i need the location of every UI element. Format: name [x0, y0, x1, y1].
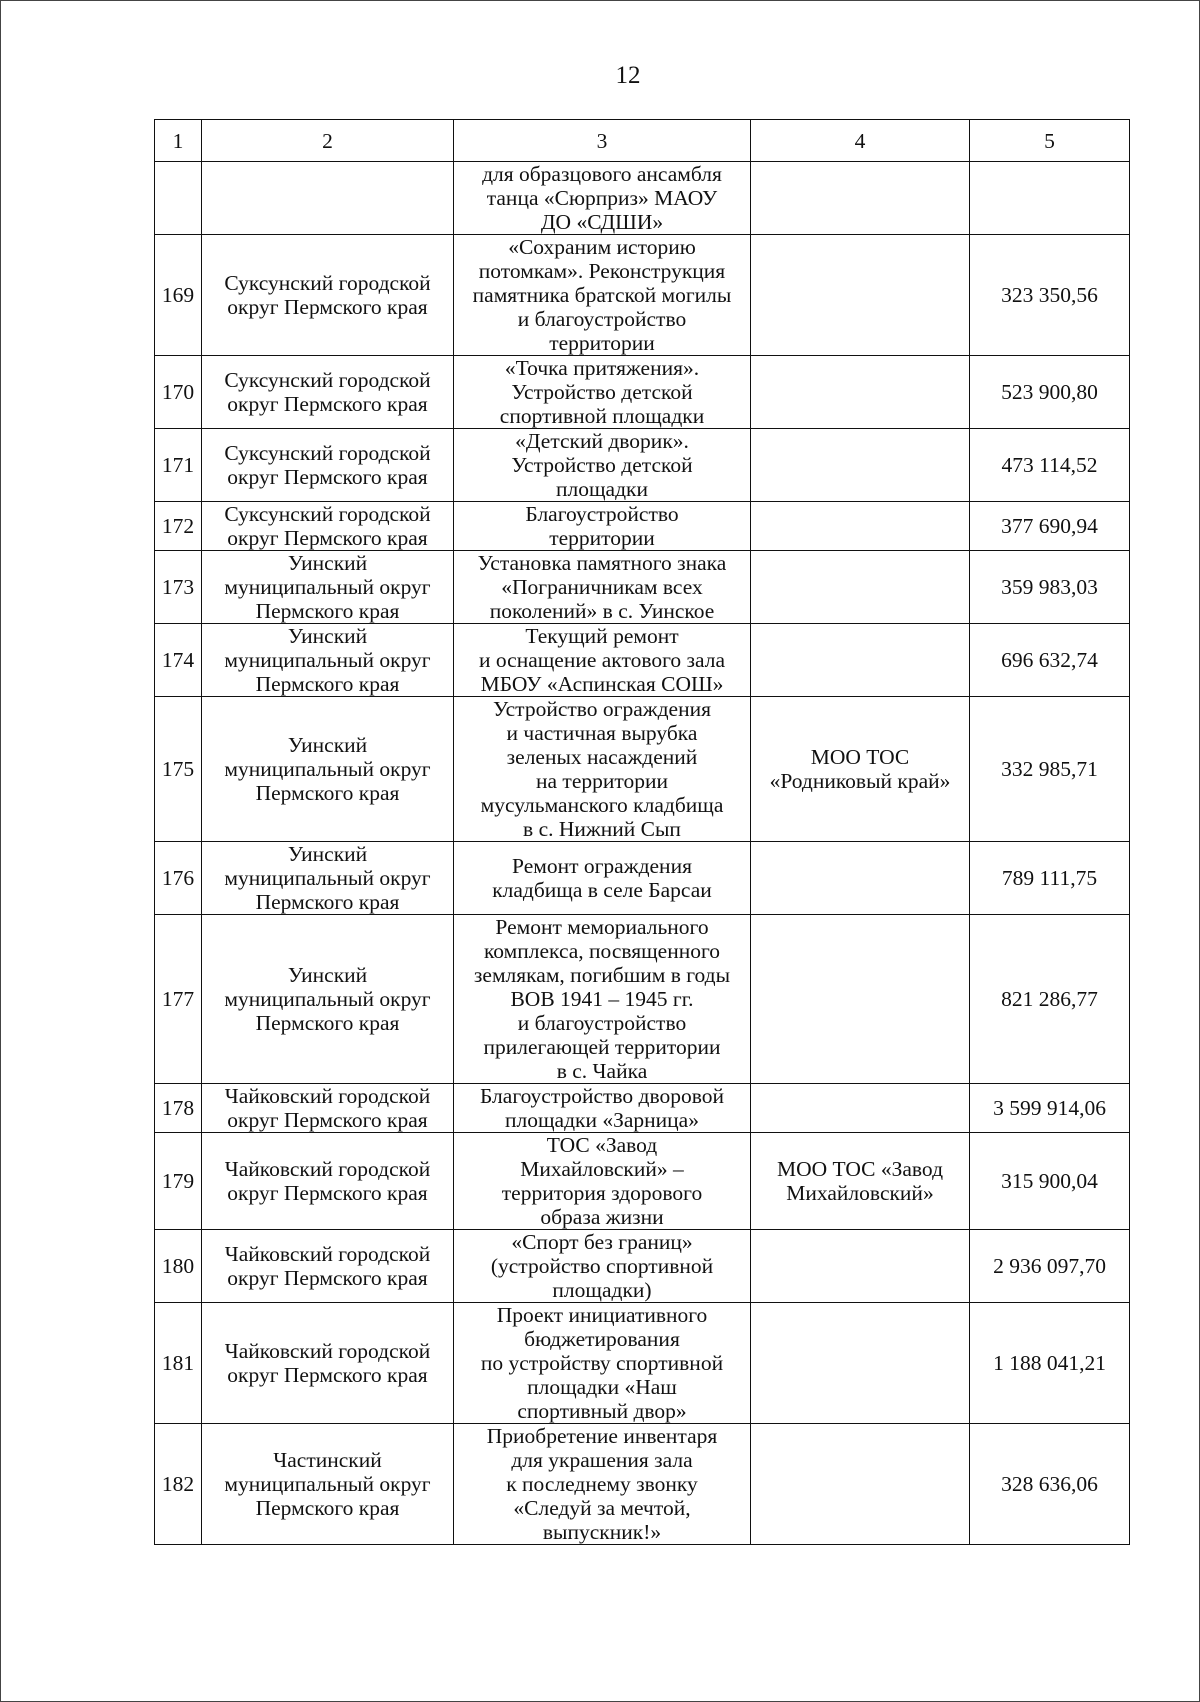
- table-row: [155, 915, 1130, 1084]
- amount-cell: 789 111,75: [970, 842, 1130, 915]
- table-row: [155, 162, 1130, 235]
- organization-cell: [751, 1424, 970, 1545]
- district-cell: Уинский муниципальный округ Пермского края: [202, 551, 454, 624]
- organization-cell: [751, 356, 970, 429]
- table-row: [155, 1084, 1130, 1133]
- row-number: 169: [155, 235, 202, 356]
- project-cell: Устройство ограждения и частичная вырубка зеленых насаждений на территории мусульманского кладбища в с. Нижний Сып: [454, 697, 751, 842]
- row-number: 176: [155, 842, 202, 915]
- district-cell: Суксунский городской округ Пермского края: [202, 502, 454, 551]
- project-cell: ТОС «Завод Михайловский» – территория здорового образа жизни: [454, 1133, 751, 1230]
- amount-cell: 473 114,52: [970, 429, 1130, 502]
- row-number: 179: [155, 1133, 202, 1230]
- project-cell: Проект инициативного бюджетирования по устройству спортивной площадки «Наш спортивный двор»: [454, 1303, 751, 1424]
- organization-cell: МОО ТОС «Завод Михайловский»: [751, 1133, 970, 1230]
- row-number: 171: [155, 429, 202, 502]
- table-row: [155, 235, 1130, 356]
- table-row: [155, 1230, 1130, 1303]
- district-cell: Уинский муниципальный округ Пермского края: [202, 915, 454, 1084]
- amount-cell: 696 632,74: [970, 624, 1130, 697]
- district-cell: Уинский муниципальный округ Пермского края: [202, 842, 454, 915]
- project-cell: Установка памятного знака «Пограничникам всех поколений» в с. Уинское: [454, 551, 751, 624]
- district-cell: Чайковский городской округ Пермского края: [202, 1230, 454, 1303]
- amount-cell: [970, 162, 1130, 235]
- organization-cell: [751, 551, 970, 624]
- row-number: 174: [155, 624, 202, 697]
- project-cell: Текущий ремонт и оснащение актового зала МБОУ «Аспинская СОШ»: [454, 624, 751, 697]
- amount-cell: 332 985,71: [970, 697, 1130, 842]
- project-cell: «Точка притяжения». Устройство детской спортивной площадки: [454, 356, 751, 429]
- project-cell: «Детский дворик». Устройство детской площадки: [454, 429, 751, 502]
- row-number: 177: [155, 915, 202, 1084]
- col-header-4: 4: [751, 120, 970, 162]
- project-cell: «Спорт без границ» (устройство спортивной площадки): [454, 1230, 751, 1303]
- col-header-1: 1: [155, 120, 202, 162]
- organization-cell: [751, 1303, 970, 1424]
- table-row: [155, 551, 1130, 624]
- district-cell: Суксунский городской округ Пермского края: [202, 235, 454, 356]
- row-number: 180: [155, 1230, 202, 1303]
- col-header-5: 5: [970, 120, 1130, 162]
- amount-cell: 3 599 914,06: [970, 1084, 1130, 1133]
- row-number: 173: [155, 551, 202, 624]
- amount-cell: 315 900,04: [970, 1133, 1130, 1230]
- table-row: [155, 356, 1130, 429]
- table-row: [155, 697, 1130, 842]
- district-cell: Чайковский городской округ Пермского края: [202, 1133, 454, 1230]
- row-number: 172: [155, 502, 202, 551]
- project-cell: Ремонт мемориального комплекса, посвященного землякам, погибшим в годы ВОВ 1941 – 1945 гг. и благоустройство прилегающей территории в с. Чайка: [454, 915, 751, 1084]
- district-cell: Чайковский городской округ Пермского края: [202, 1084, 454, 1133]
- amount-cell: 328 636,06: [970, 1424, 1130, 1545]
- projects-table: [154, 119, 1130, 1545]
- table-row: [155, 1303, 1130, 1424]
- district-cell: Суксунский городской округ Пермского края: [202, 356, 454, 429]
- organization-cell: [751, 235, 970, 356]
- organization-cell: [751, 624, 970, 697]
- project-cell: Приобретение инвентаря для украшения зала к последнему звонку «Следуй за мечтой, выпускник!»: [454, 1424, 751, 1545]
- row-number: 170: [155, 356, 202, 429]
- project-cell: Ремонт ограждения кладбища в селе Барсаи: [454, 842, 751, 915]
- organization-cell: МОО ТОС «Родниковый край»: [751, 697, 970, 842]
- amount-cell: 323 350,56: [970, 235, 1130, 356]
- organization-cell: [751, 1230, 970, 1303]
- amount-cell: 377 690,94: [970, 502, 1130, 551]
- col-header-3: 3: [454, 120, 751, 162]
- organization-cell: [751, 915, 970, 1084]
- table-row: [155, 624, 1130, 697]
- table-row: [155, 1424, 1130, 1545]
- amount-cell: 1 188 041,21: [970, 1303, 1130, 1424]
- organization-cell: [751, 1084, 970, 1133]
- table-row: [155, 842, 1130, 915]
- page-number: 12: [615, 62, 641, 89]
- row-number: [155, 162, 202, 235]
- project-cell: «Сохраним историю потомкам». Реконструкция памятника братской могилы и благоустройство территории: [454, 235, 751, 356]
- col-header-2: 2: [202, 120, 454, 162]
- district-cell: Суксунский городской округ Пермского края: [202, 429, 454, 502]
- row-number: 175: [155, 697, 202, 842]
- project-cell: Благоустройство дворовой площадки «Зарница»: [454, 1084, 751, 1133]
- project-cell: Благоустройство территории: [454, 502, 751, 551]
- organization-cell: [751, 162, 970, 235]
- row-number: 181: [155, 1303, 202, 1424]
- project-cell: для образцового ансамбля танца «Сюрприз» МАОУ ДО «СДШИ»: [454, 162, 751, 235]
- district-cell: [202, 162, 454, 235]
- district-cell: Уинский муниципальный округ Пермского края: [202, 624, 454, 697]
- district-cell: Чайковский городской округ Пермского края: [202, 1303, 454, 1424]
- amount-cell: 359 983,03: [970, 551, 1130, 624]
- row-number: 182: [155, 1424, 202, 1545]
- organization-cell: [751, 502, 970, 551]
- district-cell: Уинский муниципальный округ Пермского края: [202, 697, 454, 842]
- organization-cell: [751, 842, 970, 915]
- table-row: [155, 502, 1130, 551]
- district-cell: Частинский муниципальный округ Пермского края: [202, 1424, 454, 1545]
- header-row: [155, 120, 1130, 162]
- organization-cell: [751, 429, 970, 502]
- amount-cell: 523 900,80: [970, 356, 1130, 429]
- row-number: 178: [155, 1084, 202, 1133]
- amount-cell: 2 936 097,70: [970, 1230, 1130, 1303]
- amount-cell: 821 286,77: [970, 915, 1130, 1084]
- table-row: [155, 429, 1130, 502]
- table-row: [155, 1133, 1130, 1230]
